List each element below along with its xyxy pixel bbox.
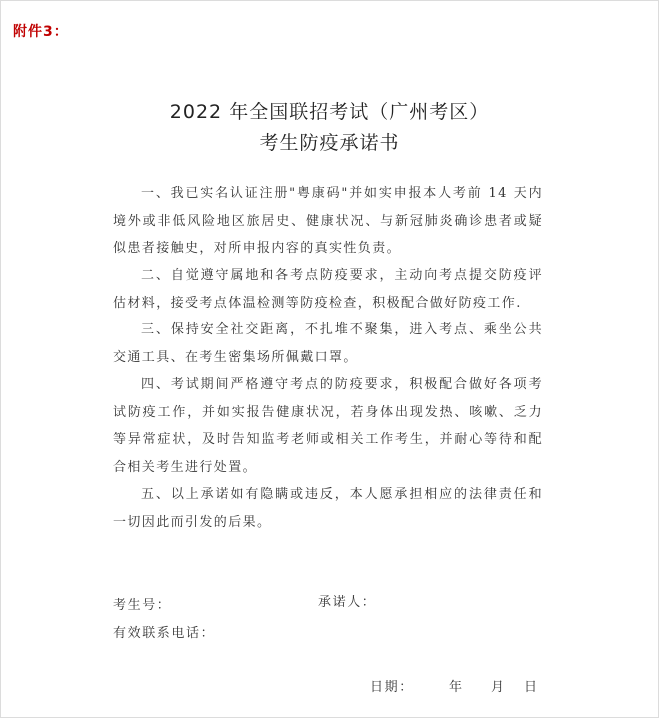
date-day-label: 日 — [524, 680, 539, 695]
pledge-paragraph-2: 二、自觉遵守属地和各考点防疫要求，主动向考点提交防疫评估材料，接受考点体温检测等防疫检查，积极配合做好防疫工作. — [113, 268, 543, 311]
pledge-paragraph-1: 一、我已实名认证注册"粤康码"并如实申报本人考前 14 天内境外或非低风险地区旅居史、健康状况、与新冠肺炎确诊患者或疑似患者接触史，对所申报内容的真实性负责。 — [113, 186, 543, 257]
phone-label: 有效联系电话： — [113, 626, 216, 641]
date-label: 日期： — [370, 680, 414, 695]
attachment-label: 附件3： — [13, 24, 69, 40]
date-year-label: 年 — [449, 680, 464, 695]
document-title: 2022 年全国联招考试（广州考区） — [169, 101, 490, 123]
pledge-paragraph-4: 四、考试期间严格遵守考点的防疫要求，积极配合做好各项考试防疫工作，并如实报告健康状况，若身体出现发热、咳嗽、乏力等异常症状，及时告知监考老师或相关工作考生，并耐心等待和配合相关考生进行处置。 — [113, 377, 543, 475]
document-subtitle: 考生防疫承诺书 — [259, 132, 400, 154]
pledger-signature-label: 承诺人： — [318, 595, 377, 610]
pledge-paragraph-5: 五、以上承诺如有隐瞒或违反，本人愿承担相应的法律责任和一切因此而引发的后果。 — [113, 487, 543, 530]
candidate-id-label: 考生号： — [113, 598, 172, 613]
pledge-paragraph-3: 三、保持安全社交距离，不扎堆不聚集，进入考点、乘坐公共交通工具、在考生密集场所佩戴口罩。 — [113, 322, 543, 365]
date-month-label: 月 — [491, 680, 506, 695]
